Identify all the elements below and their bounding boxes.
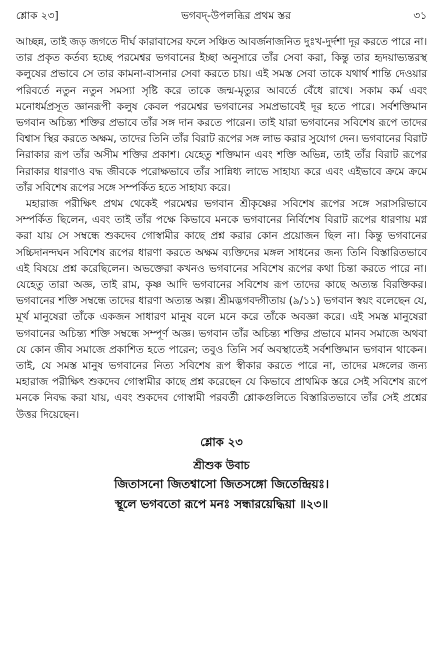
verse-heading: শ্লোক ২৩ <box>200 434 243 449</box>
verse-line-1: জিতাসনো জিতশ্বাসো জিতসঙ্গো জিতেন্দ্রিয়ঃ। <box>114 476 329 491</box>
page-number: ৩১ <box>413 10 427 22</box>
purport-paragraph-2: মহারাজ পরীক্ষিৎ প্রথম থেকেই পরমেশ্বর ভগবান শ্রীকৃষ্ণের সবিশেষ রূপের সঙ্গে সরাসরিভাবে সম্পর্কিত ছিলেন, এবং তাই তাঁর পক্ষে কিভাবে মনকে ভগবানের নির্বিশেষ বিরাট রূপের ধারণায় মগ্ন করা যায় সে সম্বন্ধে শুকদেব গোস্বামীর কাছে প্রশ্ন করার কোন প্রয়োজন ছিল না। কিন্তু ভগবানের সচ্চিদানন্দঘন সবিশেষ রূপের ধারণা করতে অক্ষম ব্যক্তিদের মঙ্গল সাধনের জন্য তিনি বিস্তারিতভাবে এই বিষয়ে প্রশ্ন করেছিলেন। অভক্তেরা কখনও ভগবানের সবিশেষ রূপের কথা চিন্তা করতে পারে না। যেহেতু তারা অজ্ঞ, তাই রাম, কৃষ্ণ আদি ভগবানের সবিশেষ রূপ তাদের কাছে অত্যন্ত বিরক্তিকর। ভগবানের শক্তি সম্বন্ধে তাদের ধারণা অত্যন্ত অল্প। শ্রীমদ্ভগবদ্গীতায় (৯/১১) ভগবান স্বয়ং বলেছেন যে, মূর্খ মানুষেরা তাঁকে একজন সাধারণ মানুষ বলে মনে করে তাঁকে অবজ্ঞা করে। এই সমস্ত মানুষেরা ভগবানের অচিন্ত্য শক্তি সম্বন্ধে সম্পূর্ণ অজ্ঞ। ভগবান তাঁর অচিন্ত্য শক্তির প্রভাবে মানব সমাজে অথবা যে কোন জীব সমাজে প্রকাশিত হতে পারেন; তবুও তিনি সর্ব অবস্থাতেই সর্বশক্তিমান ভগবান থাকেন। তাই, যে সমস্ত মানুষ ভগবানের নিত্য সবিশেষ রূপ স্বীকার করতে পারে না, তাদের মঙ্গলের জন্য মহারাজ পরীক্ষিৎ শুকদেব গোস্বামীর কাছে প্রশ্ন করেছেন যে কিভাবে প্রাথমিক স্তরে সেই সবিশেষ রূপে মনকে নিবদ্ধ করা যায়, এবং শুকদেব গোস্বামী পরবর্তী শ্লোকগুলিতে বিস্তারিতভাবে তাঁর সেই প্রশ্নের উত্তর দিয়েছেন। <box>16 198 427 421</box>
verse-speaker: শ্রীশুক উবাচ <box>193 458 250 472</box>
purport-paragraph-1: আচ্ছন্ন, তাই জড় জগতে দীর্ঘ কারাবাসের ফলে সঞ্চিত আবর্জনাজনিত দুঃখ-দুর্দশা দূর করতে পারে না। তার প্রকৃত কর্তব্য হচ্ছে পরমেশ্বর ভগবানের ইচ্ছা অনুসারে তাঁর সেবা করা, কিন্তু তার হৃদয়াভ্যন্তরস্থ কলুষের প্রভাবে সে তার কামনা-বাসনার সেবা করতে চায়। এই সমস্ত সেবা তাকে যথার্থ শান্তি দেওয়ার পরিবর্তে নতুন নতুন সমস্যা সৃষ্টি করে তাকে জন্ম-মৃত্যুর আবর্তে বেঁধে রাখে। সকাম কর্ম এবং মনোধর্মপ্রসূত জ্ঞানরূপী কলুষ কেবল পরমেশ্বর ভগবানের সমপ্রভাবেই দূর হতে পারে। সর্বশক্তিমান ভগবান অচিন্ত্য শক্তির প্রভাবে তাঁর সঙ্গ দান করতে পারেন। তাই যারা ভগবানের সবিশেষ রূপে তাদের বিশ্বাস স্থির করতে অক্ষম, তাদের তিনি তাঁর বিরাট রূপের সঙ্গ লাভ করার সুযোগ দেন। ভগবানের বিরাট নিরাকার রূপ তাঁর অসীম শক্তির প্রকাশ। যেহেতু শক্তিমান এবং শক্তি অভিন্ন, তাই তাঁর বিরাট রূপের নিরাকার ধারণাও বদ্ধ জীবকে পরোক্ষভাবে তাঁর সান্নিধ্য লাভে সাহায্য করে এবং এইভাবে ক্রমে ক্রমে তাঁর সবিশেষ রূপের সঙ্গে সম্পর্কিত হতে সাহায্য করে। <box>16 36 427 194</box>
header-chapter-title: ভগবদ্-উপলব্ধির প্রথম স্তর <box>181 10 291 22</box>
verse-line-2: স্থূলে ভগবতো রূপে মনঃ সন্ধারয়েদ্ধিয়া ॥২৩॥ <box>114 496 328 511</box>
page-header <box>16 8 427 24</box>
header-verse-ref: শ্লোক ২৩] <box>16 10 59 22</box>
purport-text <box>16 34 427 423</box>
